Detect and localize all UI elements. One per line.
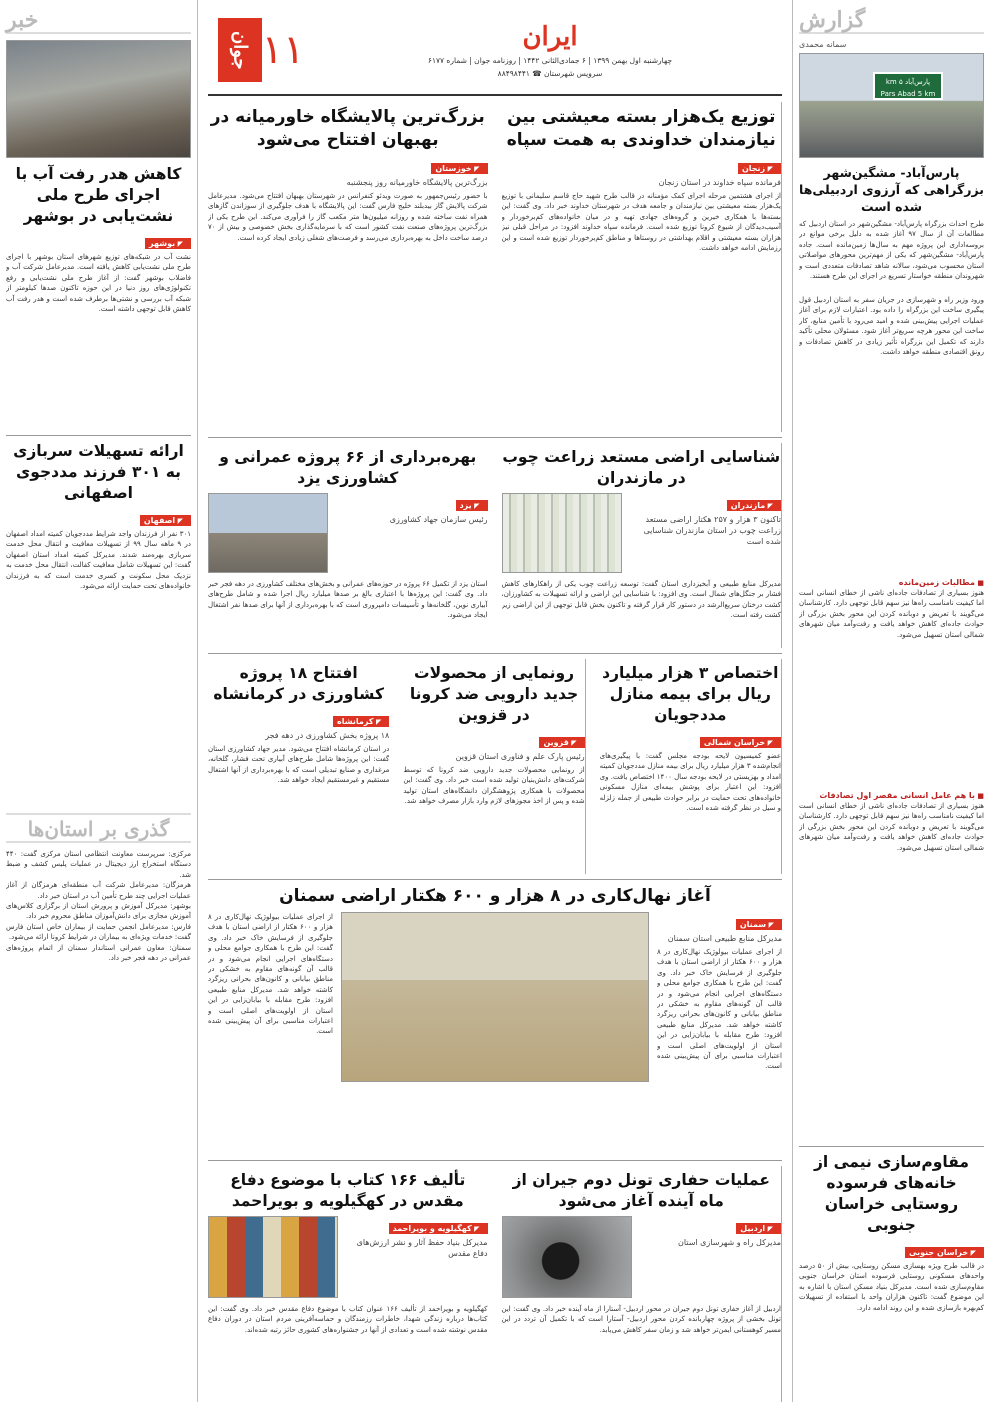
article-headline: عملیات حفاری تونل دوم جیران از ماه آینده آغاز می‌شود [512,1171,770,1210]
article-kermanshah [208,659,389,874]
byline: سمانه محمدی [799,40,847,49]
article-mazandaran [496,443,783,648]
logo-box: جوان [218,18,262,82]
article-subtitle: ۱۸ پروژه بخش کشاورزی در دهه فجر [265,731,390,740]
province-tag: ◤ خراسان جنوبی [905,1247,984,1258]
briefs-title: گذری بر استان‌ها [6,813,191,843]
article-body-2: از اجرای عملیات بیولوژیک نهال‌کاری در ۸ هزار و ۶۰۰ هکتار از اراضی استان با هدف جلوگیری از فرسایش خاک خبر داد. وی گفت: این طرح با همکاری جوامع محلی و دستگاه‌های اجرایی انجام می‌شود و در قالب آن گونه‌های مقاوم به خشکی در مناطق بیابانی و کانون‌های بحرانی ریزگرد کاشته خواهد شد. مدیرکل منابع طبیعی افزود: طرح مقابله با بیابان‌زایی در این استان از اولویت‌های اصلی است و اعتبارات مناسبی برای آن پیش‌بینی شده است. [208,913,333,1036]
province-tag: ◤ خوزستان [431,163,487,174]
article-north-khorasan [594,659,782,874]
article-yazd [208,443,488,648]
story-body-3: هنوز بسیاری از تصادفات جاده‌ای ناشی از خطای انسانی است اما کیفیت نامناسب راه‌ها نیز سهم قابل توجهی دارد. کارشناسان می‌گویند با تعریض و دوبانده کردن این محور بخش بزرگی از حوادث جاده‌ای کاهش خواهد یافت و رفت‌وآمد میان شهرهای شمالی استان تسهیل می‌شود. [799,589,984,639]
divider [799,1146,984,1147]
factory-photo [208,493,328,573]
divider [208,437,782,438]
logo [208,9,318,91]
article-body: استان یزد از تکمیل ۶۶ پروژه در حوزه‌های عمرانی و بخش‌های مختلف کشاورزی در دهه فجر خبر داد. وی گفت: این پروژه‌ها با اعتباری بالغ بر صدها میلیارد ریال اجرا شده و شامل طرح‌های آبیاری نوین، گلخانه‌ها و تأسیسات دامپروری است که با بهره‌برداری از آنها برای صدها نفر اشتغال ایجاد می‌شود. [208,580,488,620]
article-headline: اختصاص ۳ هزار میلیارد ریال برای بیمه منازل مددجویان [602,664,779,724]
article-body: کهگیلویه و بویراحمد از تألیف ۱۶۶ عنوان کتاب با موضوع دفاع مقدس خبر داد. وی گفت: این کتاب‌ها درباره زندگی شهدا، خاطرات رزمندگان و حماسه‌آفرینی مردم استان در دوران دفاع مقدس نوشته شده است و تعدادی از آنها در جشنواره‌های کشوری حائز رتبه شده‌اند. [208,1305,488,1334]
section-title: خبر [6,6,191,34]
books-photo [208,1216,338,1298]
article-qazvin [397,659,585,874]
left-column [0,0,198,1402]
divider [208,1160,782,1161]
page-number: ۱۱ [261,27,305,73]
article-subtitle: فرمانده سپاه خداوند در استان زنجان [658,178,781,187]
row-5 [208,1166,782,1402]
forest-photo [502,493,622,573]
row-top [208,102,782,432]
article-subtitle: مدیرکل منابع طبیعی استان سمنان [667,934,782,943]
article-subtitle: بزرگ‌ترین پالایشگاه خاورمیانه روز پنجشنبه [346,178,488,187]
story2-headline: ارائه تسهیلات سربازی به ۳۰۱ فرزند مددجوی اصفهانی [13,442,184,502]
article-headline: رونمایی از محصولات جدید دارویی ضد کرونا در قزوین [409,664,579,724]
road-photo [799,53,984,158]
row-2 [208,443,782,648]
main-column [200,0,790,1402]
story-body: نشت آب در شبکه‌های توزیع شهرهای استان بوشهر با اجرای طرح ملی نشت‌یابی کاهش یافته است. مدیرعامل شرکت آب و فاضلاب بوشهر گفت: از آغاز طرح ملی نشت‌یابی و رفع تکنولوژی‌های روز دنیا در این حوزه تاکنون صدها کیلومتر از شبکه آب بررسی و نشتی‌ها برطرف شده است و هدر رفت آب کاهش قابل توجهی داشته است. [6,253,191,314]
article-inner [208,1216,488,1304]
story-headline: کاهش هدر رفت آب با اجرای طرح ملی نشت‌یابی در بوشهر [15,165,182,225]
story2-body: ۳۰۱ نفر از فرزندان واجد شرایط مددجویان کمیته امداد اصفهان در ۹ ماهه سال ۹۹ از تسهیلات معافیت و انتقال محل خدمت سربازی بهره‌مند شدند. مدیرکل کمیته امداد استان اصفهان گفت: این تسهیلات شامل معافیت کفالت، انتقال محل خدمت به نزدیک محل سکونت و کسری خدمت است که به فرزندان خانواده‌های تحت حمایت ارائه می‌شود. [6,530,191,591]
article-kohgiluyeh [208,1166,488,1402]
province-tag: ◤ کهگیلویه و بویراحمد [389,1223,488,1234]
article-body: در استان کرمانشاه افتتاح می‌شود. مدیر جهاد کشاورزی استان گفت: این پروژه‌ها شامل طرح‌های آبیاری تحت فشار، گلخانه، مرغداری و صنایع تبدیلی است که با بهره‌برداری از آنها اشتغال مستقیم و غیرمستقیم ایجاد خواهد شد. [208,745,390,785]
article-text [334,493,488,579]
article-semnan [208,885,782,1155]
province-tag: ◤ خراسان شمالی [700,737,781,748]
province-tag: ◤ کرمانشاه [333,716,389,727]
article-headline: شناسایی اراضی مستعد زراعت چوب در مازندران [502,448,781,487]
masthead-center [318,22,782,78]
article-inner [208,912,782,1127]
article-headline: تألیف ۱۶۶ کتاب با موضوع دفاع مقدس در کهگیلویه و بویراحمد [230,1171,466,1210]
article-body: با حضور رئیس‌جمهور به صورت ویدئو کنفرانس در شهرستان بهبهان افتتاح می‌شود. مدیرعامل شرکت پالایش گاز بیدبلند خلیج فارس گفت: این پالایشگاه با هدف جلوگیری از سوزاندن گازهای همراه نفت ساخته شده و روزانه میلیون‌ها متر مکعب گاز را فرآوری می‌کند. این طرح یکی از بزرگ‌ترین پروژه‌های صنعت نفت کشور است که با سرمایه‌گذاری بخش خصوصی و بیش از ۷۰ درصد ساخت داخل به بهره‌برداری می‌رسد و فرصت‌های شغلی زیادی ایجاد کرده است. [208,192,488,242]
masthead-phone: سرویس شهرستان ☎ ۸۸۴۹۸۴۴۱ [497,69,603,78]
story2-headline: مقاوم‌سازی نیمی از خانه‌های فرسوده روستایی خراسان جنوبی [813,1153,969,1234]
story-body-2: ورود وزیر راه و شهرسازی در جریان سفر به استان اردبیل قول پیگیری ساخت این بزرگراه را داده بود. اعتبارات لازم برای آغاز عملیات اجرایی پیش‌بینی شده و امید می‌رود با تأمین منابع، کار ساخت این محور هرچه سریع‌تر آغاز شود. مسئولان محلی تأکید دارند که تکمیل این بزرگراه تأثیر زیادی در کاهش تصادفات و رونق اقتصادی منطقه خواهد داشت. [799,296,984,357]
masthead [208,6,782,96]
article-zanjan [496,102,783,432]
article-subtitle: مدیرکل راه و شهرسازی استان [677,1238,781,1247]
article-subtitle: مدیرکل بنیاد حفظ آثار و نشر ارزش‌های دفاع مقدس [356,1238,488,1258]
article-headline: بهره‌برداری از ۶۶ پروژه عمرانی و کشاورزی یزد [219,448,477,487]
briefs-body: مرکزی: سرپرست معاونت انتظامی استان مرکزی گفت: ۴۴۰ دستگاه استخراج ارز دیجیتال در عملیات پلیس کشف و ضبط شد. هرمزگان: مدیرعامل شرکت آب منطقه‌ای هرمزگان از آغاز عملیات اجرایی چند طرح تأمین آب در استان خبر داد. بوشهر: مدیرکل آموزش و پرورش استان از برگزاری کلاس‌های آموزش مجازی برای دانش‌آموزان مناطق محروم خبر داد. فارس: مدیرعامل انجمن حمایت از بیماران خاص استان فارس گفت: خدمات ویژه‌ای به بیماران در شرایط کرونا ارائه می‌شود. سمنان: معاون عمرانی استاندار سمنان از اتمام پروژه‌های عمرانی در دهه فجر خبر داد. [6,850,191,963]
article-body: از رونمایی محصولات جدید دارویی ضد کرونا که توسط شرکت‌های دانش‌بنیان تولید شده است خبر داد. وی گفت: این محصولات با همکاری پژوهشگران دانشگاه‌های استان تولید شده و پس از اخذ مجوزهای لازم وارد بازار مصرف خواهد شد. [403,766,585,806]
article-headline: بزرگ‌ترین پالایشگاه خاورمیانه در بهبهان افتتاح می‌شود [210,107,485,150]
article-headline: آغاز نهال‌کاری در ۸ هزار و ۶۰۰ هکتار اراضی سمنان [279,886,711,906]
article-inner [502,493,782,579]
article-text [657,912,782,1127]
article-text [344,1216,488,1304]
province-tag: ◤ قزوین [539,737,584,748]
article-body: مدیرکل منابع طبیعی و آبخیزداری استان گفت: توسعه زراعت چوب یکی از راهکارهای کاهش فشار بر جنگل‌های شمال است. وی افزود: با شناسایی این اراضی و ارائه تسهیلات به کشاورزان، کشت درختان سریع‌الرشد در دستور کار قرار گرفته و تاکنون بخش قابل توجهی از این اراضی زیر کشت رفته است. [501,580,781,620]
divider [208,653,782,654]
right-column [792,0,990,1402]
article-ardabil [496,1166,783,1402]
article-headline: توزیع یک‌هزار بسته معیشتی بین نیازمندان خداوندی‌ به همت سپاه [506,107,776,150]
article-subtitle: تاکنون ۳ هزار و ۲۵۷ هکتار اراضی مستعد زراعت چوب در استان مازندران شناسایی شده است [643,515,781,546]
province-tag: ◤ اصفهان [140,515,191,526]
story2-body: در قالب طرح ویژه بهسازی مسکن روستایی، بیش از ۵۰ درصد واحدهای مسکونی روستایی فرسوده استان خراسان جنوبی مقاوم‌سازی شده است. مدیرکل بنیاد مسکن استان با اشاره به این موضوع گفت: تاکنون هزاران واحد با استفاده از تسهیلات کم‌بهره بازسازی شده و این روند ادامه دارد. [799,1262,984,1312]
water-pipe-photo [6,40,191,158]
road-sign: پارس‌آباد ۵ km Pars Abad 5 km [873,72,943,100]
article-khuzestan [208,102,488,432]
divider [6,435,191,436]
article-body: از اجرای هشتمین مرحله اجرای کمک مؤمنانه در قالب طرح شهید حاج قاسم سلیمانی با توزیع یک‌هزار بسته معیشتی بین نیازمندان و جامعه هدف در شهرستان خداوند خبر داد. وی گفت: این بسته‌ها با همکاری خیرین و گروه‌های جهادی تهیه و در میان خانواده‌های کم‌برخوردار و آسیب‌دیدگان از شیوع کرونا توزیع شده است. فرمانده سپاه خداوند افزود: در مراحل قبلی نیز هزاران بسته معیشتی و اقلام بهداشتی در روستاها و مناطق کم‌برخوردار توزیع شده است و این رزمایش ادامه خواهد داشت. [501,192,781,253]
row-3 [208,659,782,874]
article-text [638,1216,782,1304]
article-body: اردبیل از آغاز حفاری تونل دوم جیران در محور اردبیل- آستارا از ماه آینده خبر داد. وی گفت: این تونل بخشی از پروژه چهاربانده کردن محور اردبیل- آستارا است که با تکمیل آن تردد در این مسیر کوهستانی ایمن‌تر خواهد شد و زمان سفر کاهش می‌یابد. [501,1305,781,1334]
province-tag: ◤ مازندران [727,500,781,511]
article-subtitle: رئیس سازمان جهاد کشاورزی [389,515,488,524]
province-tag: ◤ یزد [456,500,488,511]
tunnel-photo [502,1216,632,1298]
article-body: از اجرای عملیات بیولوژیک نهال‌کاری در ۸ هزار و ۶۰۰ هکتار از اراضی استان با هدف جلوگیری از فرسایش خاک خبر داد. وی گفت: این طرح با همکاری جوامع محلی و دستگاه‌های اجرایی انجام می‌شود و در قالب آن گونه‌های مقاوم به خشکی در مناطق بیابانی و کانون‌های بحرانی ریزگرد کاشته خواهد شد. مدیرکل منابع طبیعی افزود: طرح مقابله با بیابان‌زایی در این استان از اولویت‌های اصلی است و اعتبارات مناسبی برای آن پیش‌بینی شده است. [657,948,782,1071]
masthead-title: ایران [522,22,578,52]
article-body: عضو کمیسیون لایحه بودجه مجلس گفت: با پیگیری‌های انجام‌شده ۳ هزار میلیارد ریال برای بیمه منازل مددجویان کمیته امداد و بهزیستی در لایحه بودجه سال ۱۴۰۰ اختصاص یافت. وی افزود: این اعتبار برای پوشش بیمه‌ای منازل مسکونی خانواده‌های تحت حمایت در برابر حوادث طبیعی از جمله زلزله و سیل در نظر گرفته شده است. [599,752,781,813]
story-body: طرح احداث بزرگراه پارس‌آباد- مشگین‌شهر در استان اردبیل که مطالعات آن از سال ۹۷ آغاز شده به دلیل برخی موانع در بروسه‌اداری این پروژه مهم به سال‌ها زمین‌مانده است. جاده پارس‌آباد- مشگین‌شهر که یکی از مهم‌ترین محورهای مواصلاتی استان محسوب می‌شود، سالانه شاهد تصادفات متعددی است و شهروندان منطقه خواستار تسریع در اجرای این طرح هستند. [799,220,984,281]
story-subhead: ■ مطالبات زمین‌مانده [799,578,984,587]
seedlings-photo [341,912,649,1082]
article-subtitle: رئیس پارک علم و فناوری استان قزوین [455,752,585,761]
province-tag: ◤ اردبیل [736,1223,781,1234]
masthead-info: چهارشنبه اول بهمن ۱۳۹۹ | ۶ جمادی‌الثانی ۱۴۴۲ | روزنامه جوان | شماره ۶۱۷۷ [427,56,673,65]
article-headline: افتتاح ۱۸ پروژه کشاورزی در کرمانشاه [213,664,384,703]
story-subhead-2: ■ با هم عامل انسانی مقصر اول تصادفات [799,791,984,800]
province-tag: ◤ زنجان [738,163,781,174]
province-tag: ◤ بوشهر [145,238,191,249]
story-headline: پارس‌آباد- مشگین‌شهر بزرگراهی که آرزوی اردبیلی‌ها شده است [799,165,984,214]
story-body-4: هنوز بسیاری از تصادفات جاده‌ای ناشی از خطای انسانی است اما کیفیت نامناسب راه‌ها نیز سهم قابل توجهی دارد. کارشناسان می‌گویند با تعریض و دوبانده کردن این محور بخش بزرگی از حوادث جاده‌ای کاهش خواهد یافت و رفت‌وآمد میان شهرهای شمالی استان تسهیل می‌شود. [799,802,984,852]
article-text [628,493,782,579]
province-tag: ◤ سمنان [736,919,782,930]
article-inner [502,1216,782,1304]
article-inner [208,493,488,579]
section-title: گزارش [799,6,984,34]
